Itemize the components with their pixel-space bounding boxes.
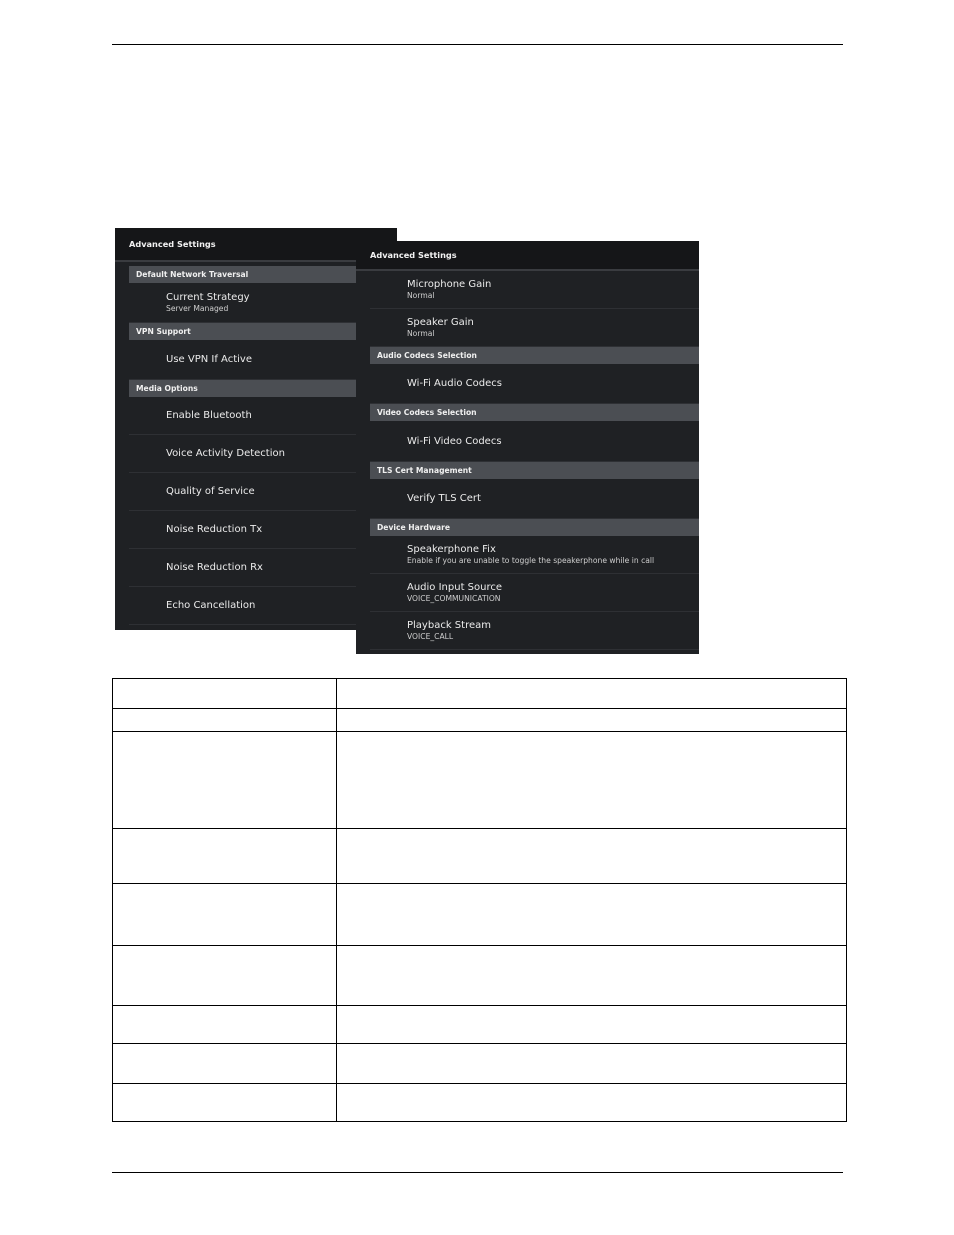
table-row xyxy=(113,1006,847,1044)
settings-description-table xyxy=(112,678,847,1122)
table-cell xyxy=(337,1044,847,1084)
setting-value: Normal xyxy=(407,329,435,338)
setting-value: Normal xyxy=(407,291,435,300)
advanced-settings-screen-left xyxy=(115,228,397,630)
setting-wifi-video-codecs[interactable] xyxy=(370,421,699,462)
table-cell xyxy=(113,829,337,884)
table-row xyxy=(113,679,847,709)
table-row xyxy=(113,732,847,829)
table-row xyxy=(113,709,847,732)
table-cell xyxy=(337,829,847,884)
table-row xyxy=(113,946,847,1006)
table-cell xyxy=(113,1084,337,1122)
setting-title: Quality of Service xyxy=(166,486,255,497)
section-header-video-codecs: Video Codecs Selection xyxy=(370,404,699,421)
setting-microphone-gain[interactable] xyxy=(370,271,699,309)
table-row xyxy=(113,884,847,946)
table-row xyxy=(113,1044,847,1084)
setting-title: Audio Input Source xyxy=(407,582,503,593)
table-cell xyxy=(337,732,847,829)
table-cell xyxy=(113,679,337,709)
screen-title: Advanced Settings xyxy=(115,228,397,262)
setting-value: VOICE_COMMUNICATION xyxy=(407,594,501,603)
footer-rule xyxy=(112,1172,843,1173)
section-header-network-traversal: Default Network Traversal xyxy=(129,266,397,283)
section-header-media-options: Media Options xyxy=(129,380,397,397)
header-rule xyxy=(112,44,843,45)
setting-title: Wi-Fi Audio Codecs xyxy=(407,378,502,389)
table-cell xyxy=(337,946,847,1006)
table-cell xyxy=(113,946,337,1006)
setting-description: Enable if you are unable to toggle the speakerphone while in call xyxy=(407,556,655,565)
setting-speaker-gain[interactable] xyxy=(370,309,699,347)
setting-title: Enable Bluetooth xyxy=(166,410,252,421)
table-row xyxy=(113,829,847,884)
table-cell xyxy=(337,1084,847,1122)
table-cell xyxy=(337,884,847,946)
table-cell xyxy=(337,1006,847,1044)
setting-audio-input-source[interactable] xyxy=(370,574,699,612)
section-header-vpn-support: VPN Support xyxy=(129,323,397,340)
table-cell xyxy=(113,1006,337,1044)
setting-value: Server Managed xyxy=(166,304,229,313)
setting-title: Microphone Gain xyxy=(407,279,492,290)
setting-title: Noise Reduction Rx xyxy=(166,562,263,573)
section-header-audio-codecs: Audio Codecs Selection xyxy=(370,347,699,364)
setting-title: Echo Cancellation xyxy=(166,600,256,611)
table-cell xyxy=(337,679,847,709)
setting-title: Wi-Fi Video Codecs xyxy=(407,435,502,447)
screen-title: Advanced Settings xyxy=(356,241,699,271)
table-cell xyxy=(113,1044,337,1084)
setting-title: Verify TLS Cert xyxy=(407,493,481,504)
setting-verify-tls-cert[interactable] xyxy=(370,479,699,519)
setting-title: Speaker Gain xyxy=(407,317,474,328)
table-row xyxy=(113,1084,847,1122)
advanced-settings-screen-right xyxy=(356,241,699,654)
setting-title: Speakerphone Fix xyxy=(407,544,496,555)
setting-title: Voice Activity Detection xyxy=(166,448,285,459)
setting-value: VOICE_CALL xyxy=(407,632,454,641)
table-cell xyxy=(337,709,847,732)
section-header-device-hardware: Device Hardware xyxy=(370,519,699,536)
setting-wifi-audio-codecs[interactable] xyxy=(370,364,699,404)
table-cell xyxy=(113,709,337,732)
section-header-tls-cert: TLS Cert Management xyxy=(370,462,699,479)
setting-speakerphone-fix[interactable] xyxy=(370,536,699,574)
setting-title: Current Strategy xyxy=(166,292,250,303)
table-cell xyxy=(113,732,337,829)
setting-title: Noise Reduction Tx xyxy=(166,524,263,535)
table-cell xyxy=(113,884,337,946)
setting-title: Use VPN If Active xyxy=(166,354,252,365)
setting-playback-stream[interactable] xyxy=(370,612,699,650)
setting-title: Playback Stream xyxy=(407,620,491,631)
